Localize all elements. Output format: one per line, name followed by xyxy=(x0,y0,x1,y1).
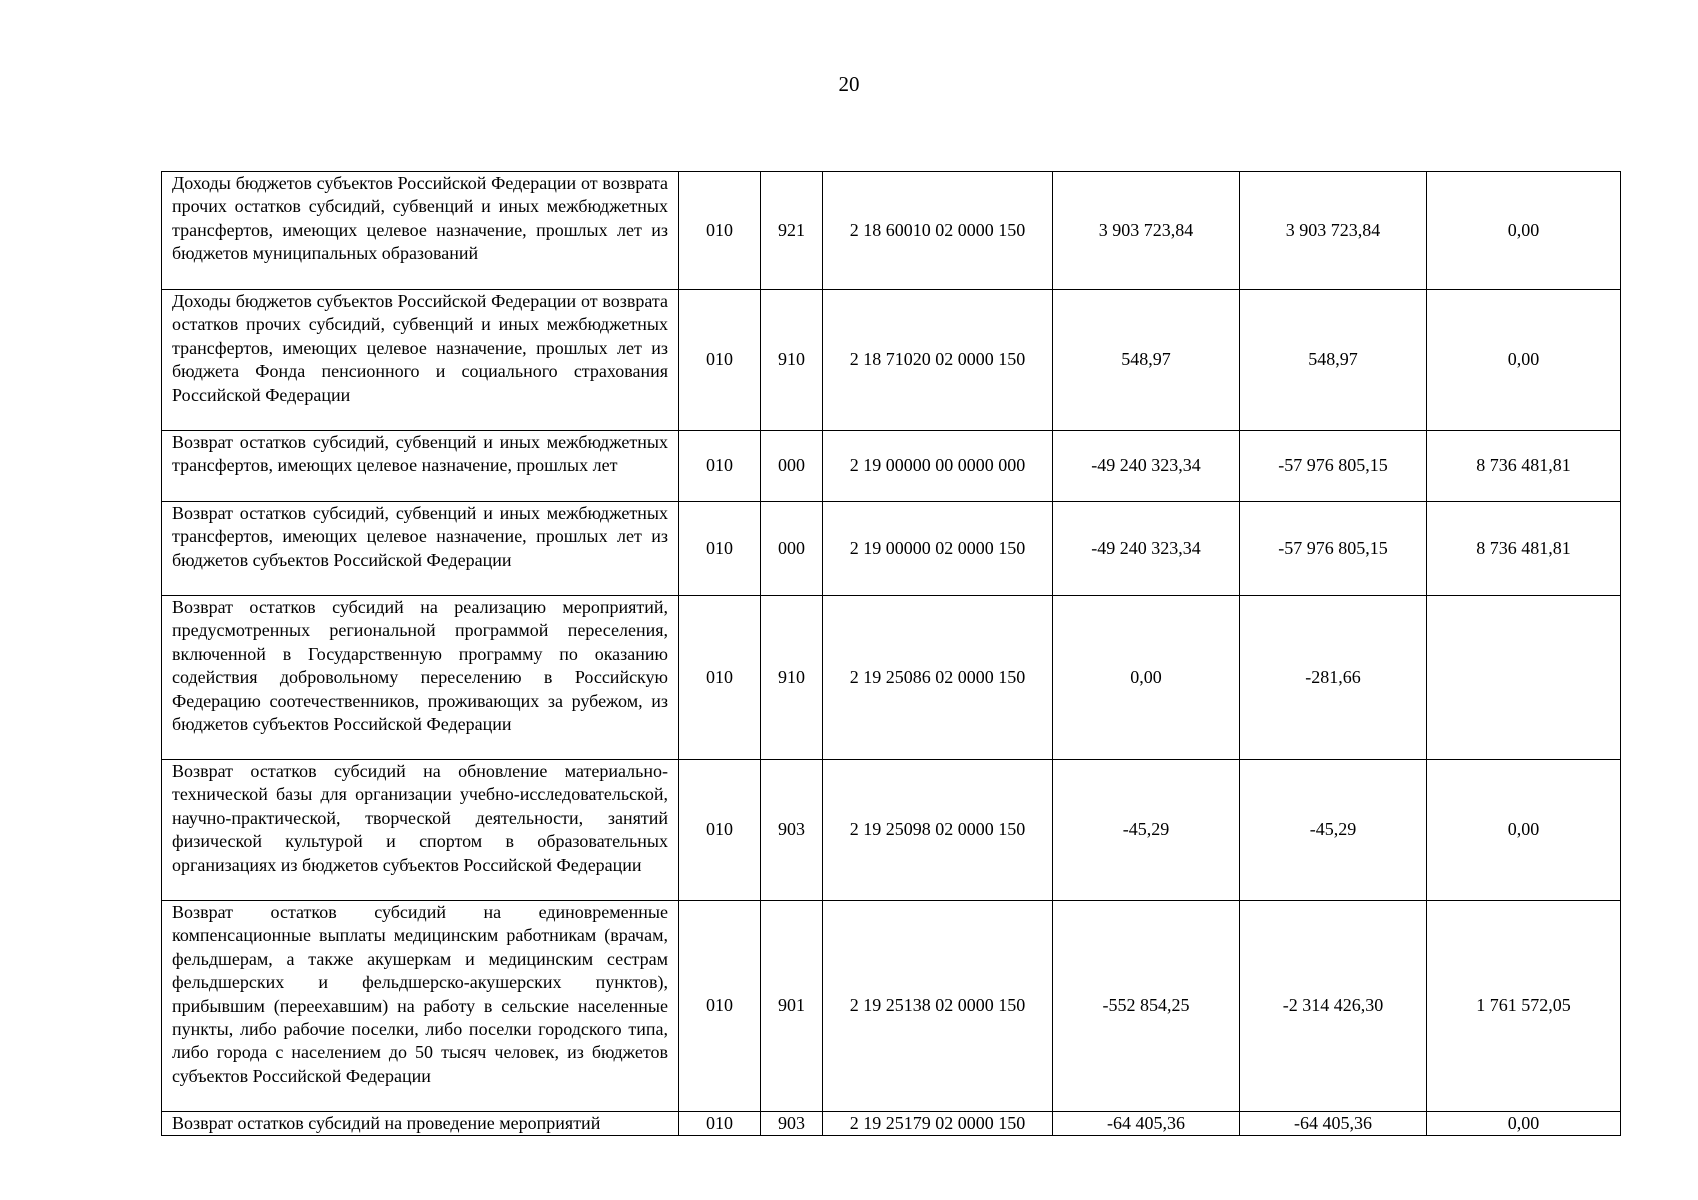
row-description-cell xyxy=(162,1112,679,1136)
table-row xyxy=(162,1112,1621,1136)
table-row xyxy=(162,760,1621,901)
budget-table xyxy=(161,171,1621,1136)
row-description-cell xyxy=(162,290,679,431)
page-number: 20 xyxy=(838,72,860,96)
section-code-cell: 010 xyxy=(679,172,761,290)
table-row xyxy=(162,502,1621,596)
amount-cell-3: 8 736 481,81 xyxy=(1427,431,1621,502)
budget-code-cell: 2 18 60010 02 0000 150 xyxy=(823,172,1053,290)
row-description-cell xyxy=(162,502,679,596)
row-description: Возврат остатков субсидий, субвенций и иных межбюджетных трансфертов, имеющих целевое назначение, прошлых лет xyxy=(172,432,668,476)
admin-code-cell: 910 xyxy=(761,290,823,431)
row-description: Доходы бюджетов субъектов Российской Федерации от возврата остатков прочих субсидий, субвенций и иных межбюджетных трансфертов, имеющих целевое назначение, прошлых лет из бюджета Фонда пенсионного и социального страхования Российской Федерации xyxy=(172,291,668,405)
amount-cell-1: -49 240 323,34 xyxy=(1053,431,1240,502)
amount-cell-1: 548,97 xyxy=(1053,290,1240,431)
admin-code-cell: 000 xyxy=(761,502,823,596)
amount-cell-2: -57 976 805,15 xyxy=(1240,502,1427,596)
amount-cell-3: 0,00 xyxy=(1427,290,1621,431)
row-description: Доходы бюджетов субъектов Российской Федерации от возврата прочих остатков субсидий, субвенций и иных межбюджетных трансфертов, имеющих целевое назначение, прошлых лет из бюджетов муниципальных образований xyxy=(172,173,668,264)
amount-cell-2: -281,66 xyxy=(1240,596,1427,760)
budget-code-cell: 2 19 00000 02 0000 150 xyxy=(823,502,1053,596)
row-description: Возврат остатков субсидий на проведение мероприятий xyxy=(172,1113,601,1133)
row-description: Возврат остатков субсидий на единовременные компенсационные выплаты медицинским работникам (врачам, фельдшерам, а также акушеркам и медицинским сестрам фельдшерских и фельдшерско-акушерских пунктов), прибывшим (переехавшим) на работу в сельские населенные пункты, либо рабочие поселки, либо поселки городского типа, либо города с населением до 50 тысяч человек, из бюджетов субъектов Российской Федерации xyxy=(172,902,668,1086)
admin-code-cell: 903 xyxy=(761,1112,823,1136)
budget-code-cell: 2 18 71020 02 0000 150 xyxy=(823,290,1053,431)
section-code-cell: 010 xyxy=(679,901,761,1112)
amount-cell-1: -64 405,36 xyxy=(1053,1112,1240,1136)
amount-cell-1: 3 903 723,84 xyxy=(1053,172,1240,290)
amount-cell-2: -64 405,36 xyxy=(1240,1112,1427,1136)
amount-cell-1: 0,00 xyxy=(1053,596,1240,760)
budget-code-cell: 2 19 00000 00 0000 000 xyxy=(823,431,1053,502)
amount-cell-2: -57 976 805,15 xyxy=(1240,431,1427,502)
amount-cell-1: -45,29 xyxy=(1053,760,1240,901)
table-row xyxy=(162,901,1621,1112)
row-description-cell xyxy=(162,901,679,1112)
table-row xyxy=(162,596,1621,760)
section-code-cell: 010 xyxy=(679,502,761,596)
amount-cell-3: 0,00 xyxy=(1427,760,1621,901)
amount-cell-2: 3 903 723,84 xyxy=(1240,172,1427,290)
amount-cell-1: -49 240 323,34 xyxy=(1053,502,1240,596)
table-row xyxy=(162,172,1621,290)
row-description: Возврат остатков субсидий на реализацию мероприятий, предусмотренных региональной программой переселения, включенной в Государственную программу по оказанию содействия добровольному переселению в Российскую Федерацию соотечественников, проживающих за рубежом, из бюджетов субъектов Российской Федерации xyxy=(172,597,668,735)
section-code-cell: 010 xyxy=(679,431,761,502)
admin-code-cell: 901 xyxy=(761,901,823,1112)
row-description-cell xyxy=(162,172,679,290)
row-description-cell xyxy=(162,760,679,901)
section-code-cell: 010 xyxy=(679,596,761,760)
amount-cell-3: 0,00 xyxy=(1427,172,1621,290)
amount-cell-3: 0,00 xyxy=(1427,1112,1621,1136)
row-description-cell xyxy=(162,431,679,502)
budget-code-cell: 2 19 25098 02 0000 150 xyxy=(823,760,1053,901)
budget-code-cell: 2 19 25138 02 0000 150 xyxy=(823,901,1053,1112)
row-description-cell xyxy=(162,596,679,760)
admin-code-cell: 921 xyxy=(761,172,823,290)
admin-code-cell: 903 xyxy=(761,760,823,901)
amount-cell-3: 8 736 481,81 xyxy=(1427,502,1621,596)
amount-cell-2: -45,29 xyxy=(1240,760,1427,901)
section-code-cell: 010 xyxy=(679,290,761,431)
budget-code-cell: 2 19 25086 02 0000 150 xyxy=(823,596,1053,760)
amount-cell-3: 1 761 572,05 xyxy=(1427,901,1621,1112)
amount-cell-3 xyxy=(1427,596,1621,760)
row-description: Возврат остатков субсидий на обновление материально-технической базы для организации учебно-исследовательской, научно-практической, творческой деятельности, занятий физической культурой и спортом в образовательных организациях из бюджетов субъектов Российской Федерации xyxy=(172,761,668,875)
budget-code-cell: 2 19 25179 02 0000 150 xyxy=(823,1112,1053,1136)
amount-cell-2: 548,97 xyxy=(1240,290,1427,431)
admin-code-cell: 000 xyxy=(761,431,823,502)
admin-code-cell: 910 xyxy=(761,596,823,760)
row-description: Возврат остатков субсидий, субвенций и иных межбюджетных трансфертов, имеющих целевое назначение, прошлых лет из бюджетов субъектов Российской Федерации xyxy=(172,503,668,570)
section-code-cell: 010 xyxy=(679,1112,761,1136)
amount-cell-1: -552 854,25 xyxy=(1053,901,1240,1112)
table-row xyxy=(162,290,1621,431)
amount-cell-2: -2 314 426,30 xyxy=(1240,901,1427,1112)
table-row xyxy=(162,431,1621,502)
section-code-cell: 010 xyxy=(679,760,761,901)
